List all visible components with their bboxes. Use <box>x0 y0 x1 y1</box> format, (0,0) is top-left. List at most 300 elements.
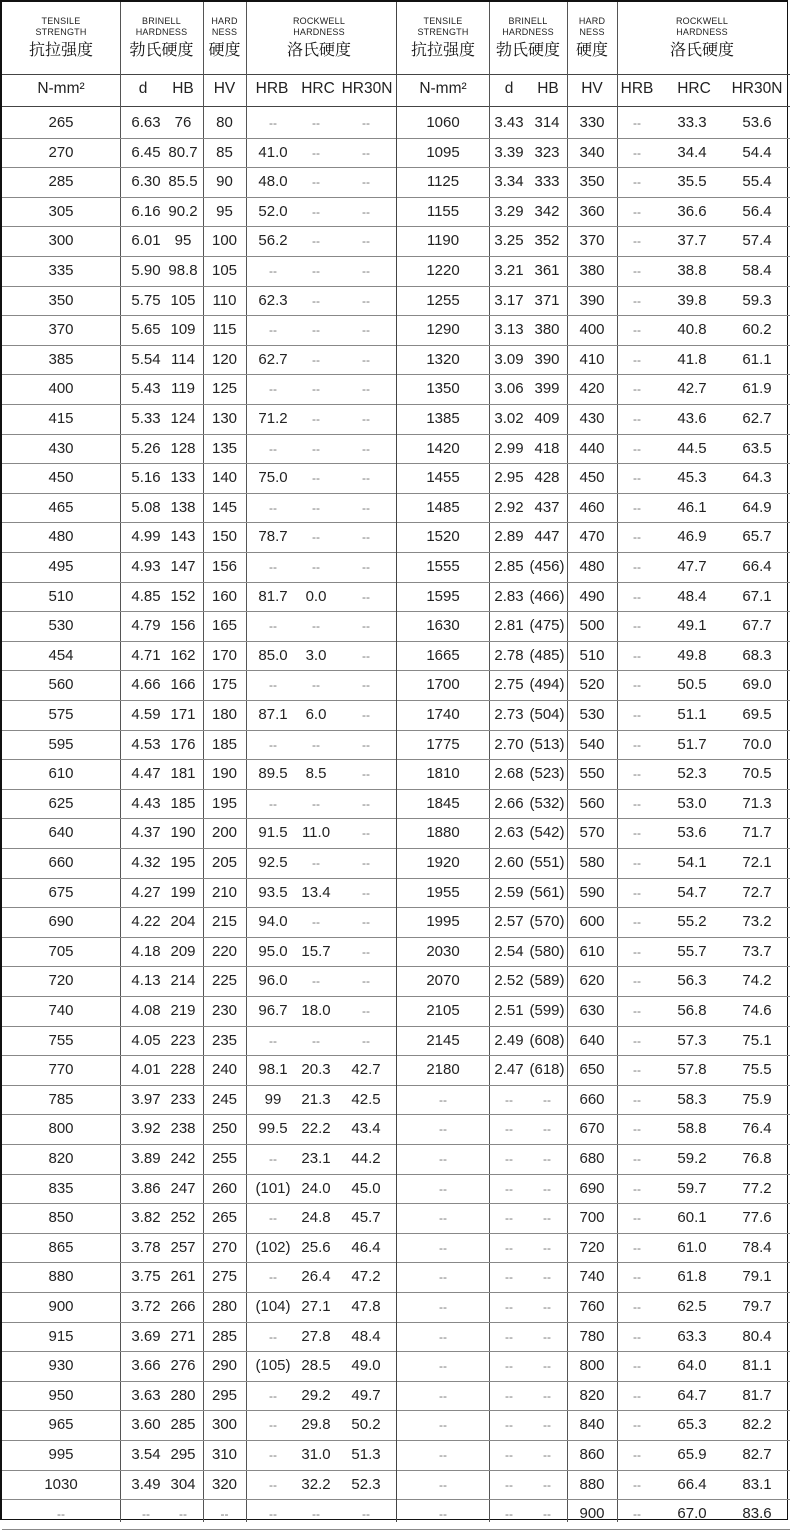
cell-hb: -- <box>543 1507 551 1522</box>
cell-hrb: -- <box>633 767 641 782</box>
cell-hv: 170 <box>211 646 238 664</box>
cell-tensile: 1095 <box>426 143 460 161</box>
cell-hrc: 23.1 <box>301 1150 331 1167</box>
cell-hb: -- <box>543 1418 551 1433</box>
cell-tensile: 450 <box>48 469 74 487</box>
table-row <box>2 374 397 405</box>
cell-hb: -- <box>543 1122 551 1137</box>
cell-d: -- <box>142 1507 150 1522</box>
cell-d: 6.16 <box>131 202 161 220</box>
cell-tensile: 1630 <box>426 617 460 635</box>
cell-hr30n: -- <box>362 796 370 811</box>
cell-tensile: 465 <box>48 498 74 516</box>
cell-hrb: -- <box>633 826 641 841</box>
cell-hrb: -- <box>269 323 277 338</box>
table-row <box>397 315 790 346</box>
cell-hv: 700 <box>579 1209 605 1227</box>
cell-hr30n: 83.6 <box>742 1505 772 1523</box>
brinell-header-right <box>489 16 567 61</box>
cell-hv: 265 <box>211 1209 238 1227</box>
cell-tensile: 560 <box>48 676 74 694</box>
cell-hrc: -- <box>312 145 320 160</box>
cell-hrc: -- <box>312 175 320 190</box>
cell-hrc: 51.1 <box>677 706 707 723</box>
table-row <box>2 286 397 317</box>
cell-hrb: -- <box>633 1388 641 1403</box>
cell-tensile: 495 <box>48 558 74 575</box>
cell-hrc: 38.8 <box>677 262 707 279</box>
tensile-header <box>2 16 120 61</box>
cell-hr30n: 63.5 <box>742 439 772 457</box>
cell-hr30n: 77.6 <box>742 1209 772 1227</box>
cell-hv: 140 <box>211 469 238 487</box>
cell-hrc: -- <box>312 530 320 545</box>
table-row <box>2 493 397 524</box>
cell-hrb: -- <box>633 589 641 604</box>
cell-hrc: 24.8 <box>301 1209 331 1227</box>
cell-tensile: 1485 <box>426 498 460 516</box>
cell-hrc: 61.8 <box>677 1268 707 1286</box>
cell-tensile: 660 <box>48 854 74 871</box>
cell-hrb: -- <box>633 796 641 811</box>
cell-hb: 109 <box>170 321 196 339</box>
cell-hr30n: 79.1 <box>742 1268 772 1286</box>
cell-hv: 145 <box>211 498 238 516</box>
table-row <box>397 1233 790 1264</box>
cell-hb: 124 <box>170 410 196 427</box>
cell-tensile: 1350 <box>426 380 460 398</box>
cell-hrc: 20.3 <box>301 1061 331 1079</box>
cell-hb: -- <box>543 1388 551 1403</box>
cell-hb: (542) <box>529 824 565 842</box>
cell-hb: -- <box>543 1300 551 1314</box>
cell-hb: 242 <box>170 1150 196 1167</box>
cell-hr30n: -- <box>362 678 370 693</box>
cell-hrc: 49.8 <box>677 646 707 664</box>
cell-tensile: 610 <box>48 765 74 783</box>
cell-d: -- <box>505 1270 513 1285</box>
cell-hb: 195 <box>170 854 196 871</box>
cell-tensile: -- <box>439 1211 447 1226</box>
cell-hv: 580 <box>579 854 605 871</box>
table-row <box>397 759 790 790</box>
table-row <box>2 1203 397 1234</box>
cell-d: 5.90 <box>131 262 161 279</box>
cell-hr30n: 79.7 <box>742 1298 772 1315</box>
cell-hb: 238 <box>170 1120 196 1138</box>
hardness-zh-label: 硬度 <box>208 42 241 59</box>
table-row <box>2 641 397 672</box>
table-row <box>2 759 397 790</box>
cell-d: 2.66 <box>494 794 524 812</box>
cell-tensile: 2105 <box>426 1002 460 1019</box>
cell-hr30n: 81.1 <box>742 1357 772 1375</box>
rockwell-en-label-right: ROCKWELL HARDNESS <box>675 16 729 37</box>
cell-hrc: 39.8 <box>677 291 707 309</box>
table-row <box>2 1233 397 1264</box>
cell-hb: 352 <box>534 232 560 250</box>
cell-hrc: 50.5 <box>677 676 707 694</box>
cell-hb: 223 <box>170 1031 196 1049</box>
cell-d: 2.73 <box>494 706 524 723</box>
hardness-zh-label-right: 硬度 <box>575 42 608 59</box>
cell-hb: 314 <box>534 114 560 131</box>
cell-tensile: 335 <box>48 262 74 279</box>
cell-hb: 147 <box>170 558 196 575</box>
cell-hrc: 31.0 <box>301 1446 331 1463</box>
cell-hrb: -- <box>269 1033 277 1048</box>
table-row <box>2 1085 397 1116</box>
cell-hb: 171 <box>170 706 196 723</box>
cell-hv: 175 <box>211 676 238 694</box>
cell-d: 3.89 <box>131 1150 161 1167</box>
table-row <box>2 848 397 879</box>
cell-hrc: 56.8 <box>677 1002 707 1019</box>
col-hv: HV <box>213 80 236 97</box>
cell-hrb: -- <box>633 323 641 338</box>
cell-hrb: -- <box>633 885 641 900</box>
cell-hv: 130 <box>211 410 238 427</box>
cell-hv: 180 <box>211 706 238 723</box>
cell-tensile: 835 <box>48 1179 74 1197</box>
cell-hr30n: -- <box>362 560 370 574</box>
cell-hrc: 58.3 <box>677 1090 707 1108</box>
cell-hrc: -- <box>312 915 320 930</box>
table-row <box>397 1440 790 1471</box>
cell-hrc: 45.3 <box>677 469 707 487</box>
table-header <box>2 2 397 108</box>
cell-hrc: 54.1 <box>677 854 707 871</box>
cell-hb: 342 <box>534 202 560 220</box>
cell-hv: 295 <box>211 1386 238 1404</box>
cell-tensile: 385 <box>48 350 74 368</box>
cell-hv: 330 <box>579 114 605 131</box>
cell-hr30n: -- <box>362 293 370 308</box>
cell-hv: 195 <box>211 794 238 812</box>
cell-hb: -- <box>543 1152 551 1166</box>
cell-hr30n: -- <box>362 885 370 900</box>
table-row <box>397 226 790 257</box>
cell-tensile: 1220 <box>426 262 460 279</box>
hardness-header-right <box>567 16 617 61</box>
cell-d: 2.63 <box>494 824 524 842</box>
cell-hrc: -- <box>312 293 320 308</box>
cell-hv: 235 <box>211 1031 238 1049</box>
cell-d: 3.34 <box>494 173 524 191</box>
cell-hv: 600 <box>579 913 605 931</box>
cell-hr30n: 69.5 <box>742 706 772 723</box>
cell-tensile: 930 <box>48 1357 74 1375</box>
table-row <box>2 1410 397 1441</box>
cell-hb: 114 <box>171 350 195 368</box>
tensile-en-label-right: TENSILE STRENGTH <box>417 16 469 37</box>
table-row <box>397 1144 790 1175</box>
cell-tensile: 915 <box>48 1327 74 1345</box>
cell-hr30n: 76.8 <box>742 1150 772 1167</box>
cell-hv: 285 <box>211 1327 238 1345</box>
cell-hr30n: 67.1 <box>742 587 772 605</box>
table-row <box>2 552 397 583</box>
cell-hrb: -- <box>633 441 641 456</box>
table-panel-right <box>397 2 790 1522</box>
cell-hrb: 62.3 <box>258 291 288 309</box>
cell-d: -- <box>505 1240 513 1255</box>
cell-tensile: -- <box>439 1092 447 1107</box>
cell-d: 2.47 <box>494 1061 524 1079</box>
cell-hv: 460 <box>579 498 605 516</box>
cell-tensile: 1775 <box>426 735 460 753</box>
table-row <box>2 937 397 968</box>
cell-hrb: -- <box>633 1063 641 1078</box>
cell-hrc: 49.1 <box>677 617 707 635</box>
cell-hrb: 41.0 <box>258 143 288 161</box>
cell-tensile: 2070 <box>426 972 460 990</box>
cell-hb: -- <box>543 1329 551 1344</box>
cell-hv: 280 <box>211 1298 238 1315</box>
col-hrb: HRB <box>255 80 289 97</box>
table-row <box>2 1292 397 1323</box>
cell-hrc: 25.6 <box>301 1238 331 1256</box>
cell-hb: 228 <box>170 1061 196 1079</box>
cell-hv: 640 <box>579 1031 605 1049</box>
cell-hrb: -- <box>269 796 277 811</box>
table-row <box>397 434 790 465</box>
table-row <box>397 700 790 731</box>
table-row <box>397 108 790 139</box>
cell-hr30n: -- <box>362 826 370 841</box>
table-row <box>397 730 790 761</box>
cell-hv: 570 <box>579 824 605 842</box>
cell-tensile: -- <box>439 1300 447 1314</box>
cell-d: 2.54 <box>494 942 524 960</box>
cell-d: 5.54 <box>131 350 161 368</box>
rockwell-zh-label-right: 洛氏硬度 <box>669 42 734 59</box>
cell-hrc: 21.3 <box>301 1090 331 1108</box>
cell-tensile: 1255 <box>426 291 460 309</box>
cell-hv: 800 <box>579 1357 605 1375</box>
cell-hv: 420 <box>579 380 605 398</box>
cell-hrb: -- <box>633 234 641 249</box>
cell-tensile: 785 <box>48 1090 74 1108</box>
cell-hr30n: 75.9 <box>742 1090 772 1108</box>
table-header-right <box>397 2 790 108</box>
cell-hr30n: 81.7 <box>742 1386 772 1404</box>
col-hv-right: HV <box>581 80 603 97</box>
cell-hr30n: 83.1 <box>742 1475 772 1493</box>
cell-tensile: 285 <box>48 173 74 191</box>
cell-hb: 98.8 <box>168 262 198 279</box>
cell-hr30n: 46.4 <box>351 1238 381 1256</box>
cell-hrc: -- <box>312 441 320 456</box>
cell-tensile: 1555 <box>426 558 460 575</box>
cell-tensile: 820 <box>48 1150 74 1167</box>
cell-tensile: 1845 <box>426 794 460 812</box>
cell-hv: 540 <box>579 735 605 753</box>
cell-hrb: 99 <box>264 1090 282 1108</box>
cell-d: -- <box>505 1448 513 1462</box>
cell-hrc: 48.4 <box>677 587 707 605</box>
cell-hv: 275 <box>211 1268 238 1286</box>
cell-hr30n: 52.3 <box>351 1475 381 1493</box>
cell-tensile: 1455 <box>426 469 460 487</box>
tensile-zh-label-right: 抗拉强度 <box>410 42 475 59</box>
cell-hb: (456) <box>529 558 565 575</box>
table-row <box>2 878 397 909</box>
cell-hrb: -- <box>269 1211 277 1226</box>
cell-hr30n: 73.2 <box>742 913 772 931</box>
cell-hr30n: -- <box>362 944 370 959</box>
cell-d: 3.39 <box>494 143 524 161</box>
cell-tensile: 800 <box>48 1120 74 1138</box>
table-row <box>2 670 397 701</box>
cell-tensile: -- <box>439 1181 447 1196</box>
cell-tensile: 2030 <box>426 942 460 960</box>
cell-d: 3.06 <box>494 380 524 398</box>
cell-hr30n: 73.7 <box>742 942 772 960</box>
cell-hv: 95 <box>216 202 233 220</box>
cell-hrc: 3.0 <box>305 646 327 664</box>
table-row <box>397 463 790 494</box>
cell-hrc: -- <box>312 737 320 752</box>
cell-hrc: -- <box>312 116 320 130</box>
cell-d: 4.71 <box>131 646 161 664</box>
cell-hb: 428 <box>534 469 560 487</box>
cell-hv: 660 <box>579 1090 605 1108</box>
cell-hrb: -- <box>269 1329 277 1344</box>
cell-hrc: 37.7 <box>677 232 707 250</box>
cell-hv: 590 <box>579 883 605 901</box>
cell-d: 3.66 <box>131 1357 161 1375</box>
cell-hrc: 67.0 <box>677 1505 707 1523</box>
cell-hr30n: -- <box>362 856 370 870</box>
cell-hr30n: -- <box>362 974 370 989</box>
cell-hrb: -- <box>633 737 641 752</box>
cell-hrc: 26.4 <box>301 1268 331 1286</box>
table-row <box>2 1262 397 1293</box>
table-row <box>397 197 790 228</box>
cell-hrc: 28.5 <box>301 1357 331 1375</box>
cell-d: -- <box>505 1418 513 1433</box>
cell-hb: 323 <box>534 143 560 161</box>
cell-hrc: 22.2 <box>301 1120 331 1138</box>
col-tensile-unit-right: N-mm² <box>419 80 467 97</box>
cell-d: 3.86 <box>131 1179 161 1197</box>
cell-tensile: 755 <box>48 1031 74 1049</box>
rockwell-header <box>246 16 392 61</box>
cell-hrc: 58.8 <box>677 1120 707 1138</box>
cell-tensile: -- <box>439 1507 447 1522</box>
cell-hb: 119 <box>171 380 195 398</box>
cell-hrb: -- <box>633 352 641 367</box>
table-row <box>397 641 790 672</box>
cell-hb: 390 <box>534 350 560 368</box>
cell-hb: 152 <box>170 587 196 605</box>
cell-hrc: 61.0 <box>677 1238 707 1256</box>
cell-d: 2.85 <box>494 558 524 575</box>
cell-hrb: -- <box>633 1122 641 1137</box>
cell-hb: 252 <box>170 1209 196 1227</box>
cell-hrc: -- <box>312 204 320 219</box>
cell-hrb: (102) <box>255 1238 291 1256</box>
cell-hv: 80 <box>216 114 233 131</box>
cell-hr30n: 70.0 <box>742 735 772 753</box>
cell-hr30n: -- <box>362 648 370 663</box>
cell-hrb: -- <box>633 471 641 486</box>
cell-hr30n: 50.2 <box>351 1416 381 1434</box>
cell-hrb: 48.0 <box>258 173 288 191</box>
cell-hrc: 65.3 <box>677 1416 707 1434</box>
col-d-right: d <box>504 80 514 97</box>
cell-hv: 820 <box>579 1386 605 1404</box>
cell-hv: 90 <box>216 173 233 191</box>
cell-tensile: 1520 <box>426 528 460 546</box>
cell-hrc: 46.1 <box>677 498 707 516</box>
cell-tensile: 1030 <box>44 1475 78 1493</box>
table-row <box>397 789 790 820</box>
cell-hv: 760 <box>579 1298 605 1315</box>
table-row <box>397 907 790 938</box>
cell-hrc: 29.2 <box>301 1386 331 1404</box>
table-row <box>2 1440 397 1471</box>
cell-hr30n: 61.1 <box>742 350 772 368</box>
cell-hrb: -- <box>269 500 277 515</box>
table-row <box>397 493 790 524</box>
cell-hr30n: 62.7 <box>742 410 772 427</box>
cell-hb: -- <box>543 1359 551 1374</box>
table-row <box>397 1085 790 1116</box>
cell-hr30n: 71.7 <box>742 824 772 842</box>
cell-d: 2.68 <box>494 765 524 783</box>
cell-hb: 105 <box>170 291 196 309</box>
cell-tensile: -- <box>439 1122 447 1137</box>
cell-hrc: 13.4 <box>301 883 331 901</box>
cell-hr30n: 49.0 <box>351 1357 381 1375</box>
cell-hb: (608) <box>529 1031 565 1049</box>
col-hb: HB <box>172 80 194 97</box>
cell-hrb: -- <box>633 500 641 515</box>
cell-d: 4.85 <box>131 587 161 605</box>
cell-d: 2.89 <box>494 528 524 546</box>
cell-tensile: 595 <box>48 735 74 753</box>
cell-hr30n: 72.7 <box>742 883 772 901</box>
cell-d: 3.69 <box>131 1327 161 1345</box>
cell-hrc: 60.1 <box>677 1209 707 1227</box>
table-row <box>2 700 397 731</box>
table-row <box>2 1144 397 1175</box>
cell-hv: 350 <box>579 173 605 191</box>
cell-d: 4.27 <box>131 883 161 901</box>
cell-hr30n: -- <box>362 204 370 219</box>
table-row <box>397 1055 790 1086</box>
cell-tensile: 690 <box>48 913 74 931</box>
cell-hrb: -- <box>633 915 641 930</box>
cell-hrb: -- <box>633 145 641 160</box>
cell-hrc: -- <box>312 412 320 426</box>
cell-hb: 304 <box>170 1475 196 1493</box>
cell-hrb: 81.7 <box>258 587 288 605</box>
cell-hv: 470 <box>579 528 605 546</box>
table-row <box>2 907 397 938</box>
cell-d: 3.82 <box>131 1209 161 1227</box>
cell-tensile: 1740 <box>426 706 460 723</box>
cell-hb: (551) <box>529 854 565 871</box>
cell-hv: 320 <box>211 1475 238 1493</box>
cell-hv: 670 <box>579 1120 605 1138</box>
cell-hr30n: 55.4 <box>742 173 772 191</box>
cell-hrb: 93.5 <box>258 883 288 901</box>
cell-d: 5.26 <box>131 439 161 457</box>
cell-hr30n: -- <box>362 175 370 190</box>
